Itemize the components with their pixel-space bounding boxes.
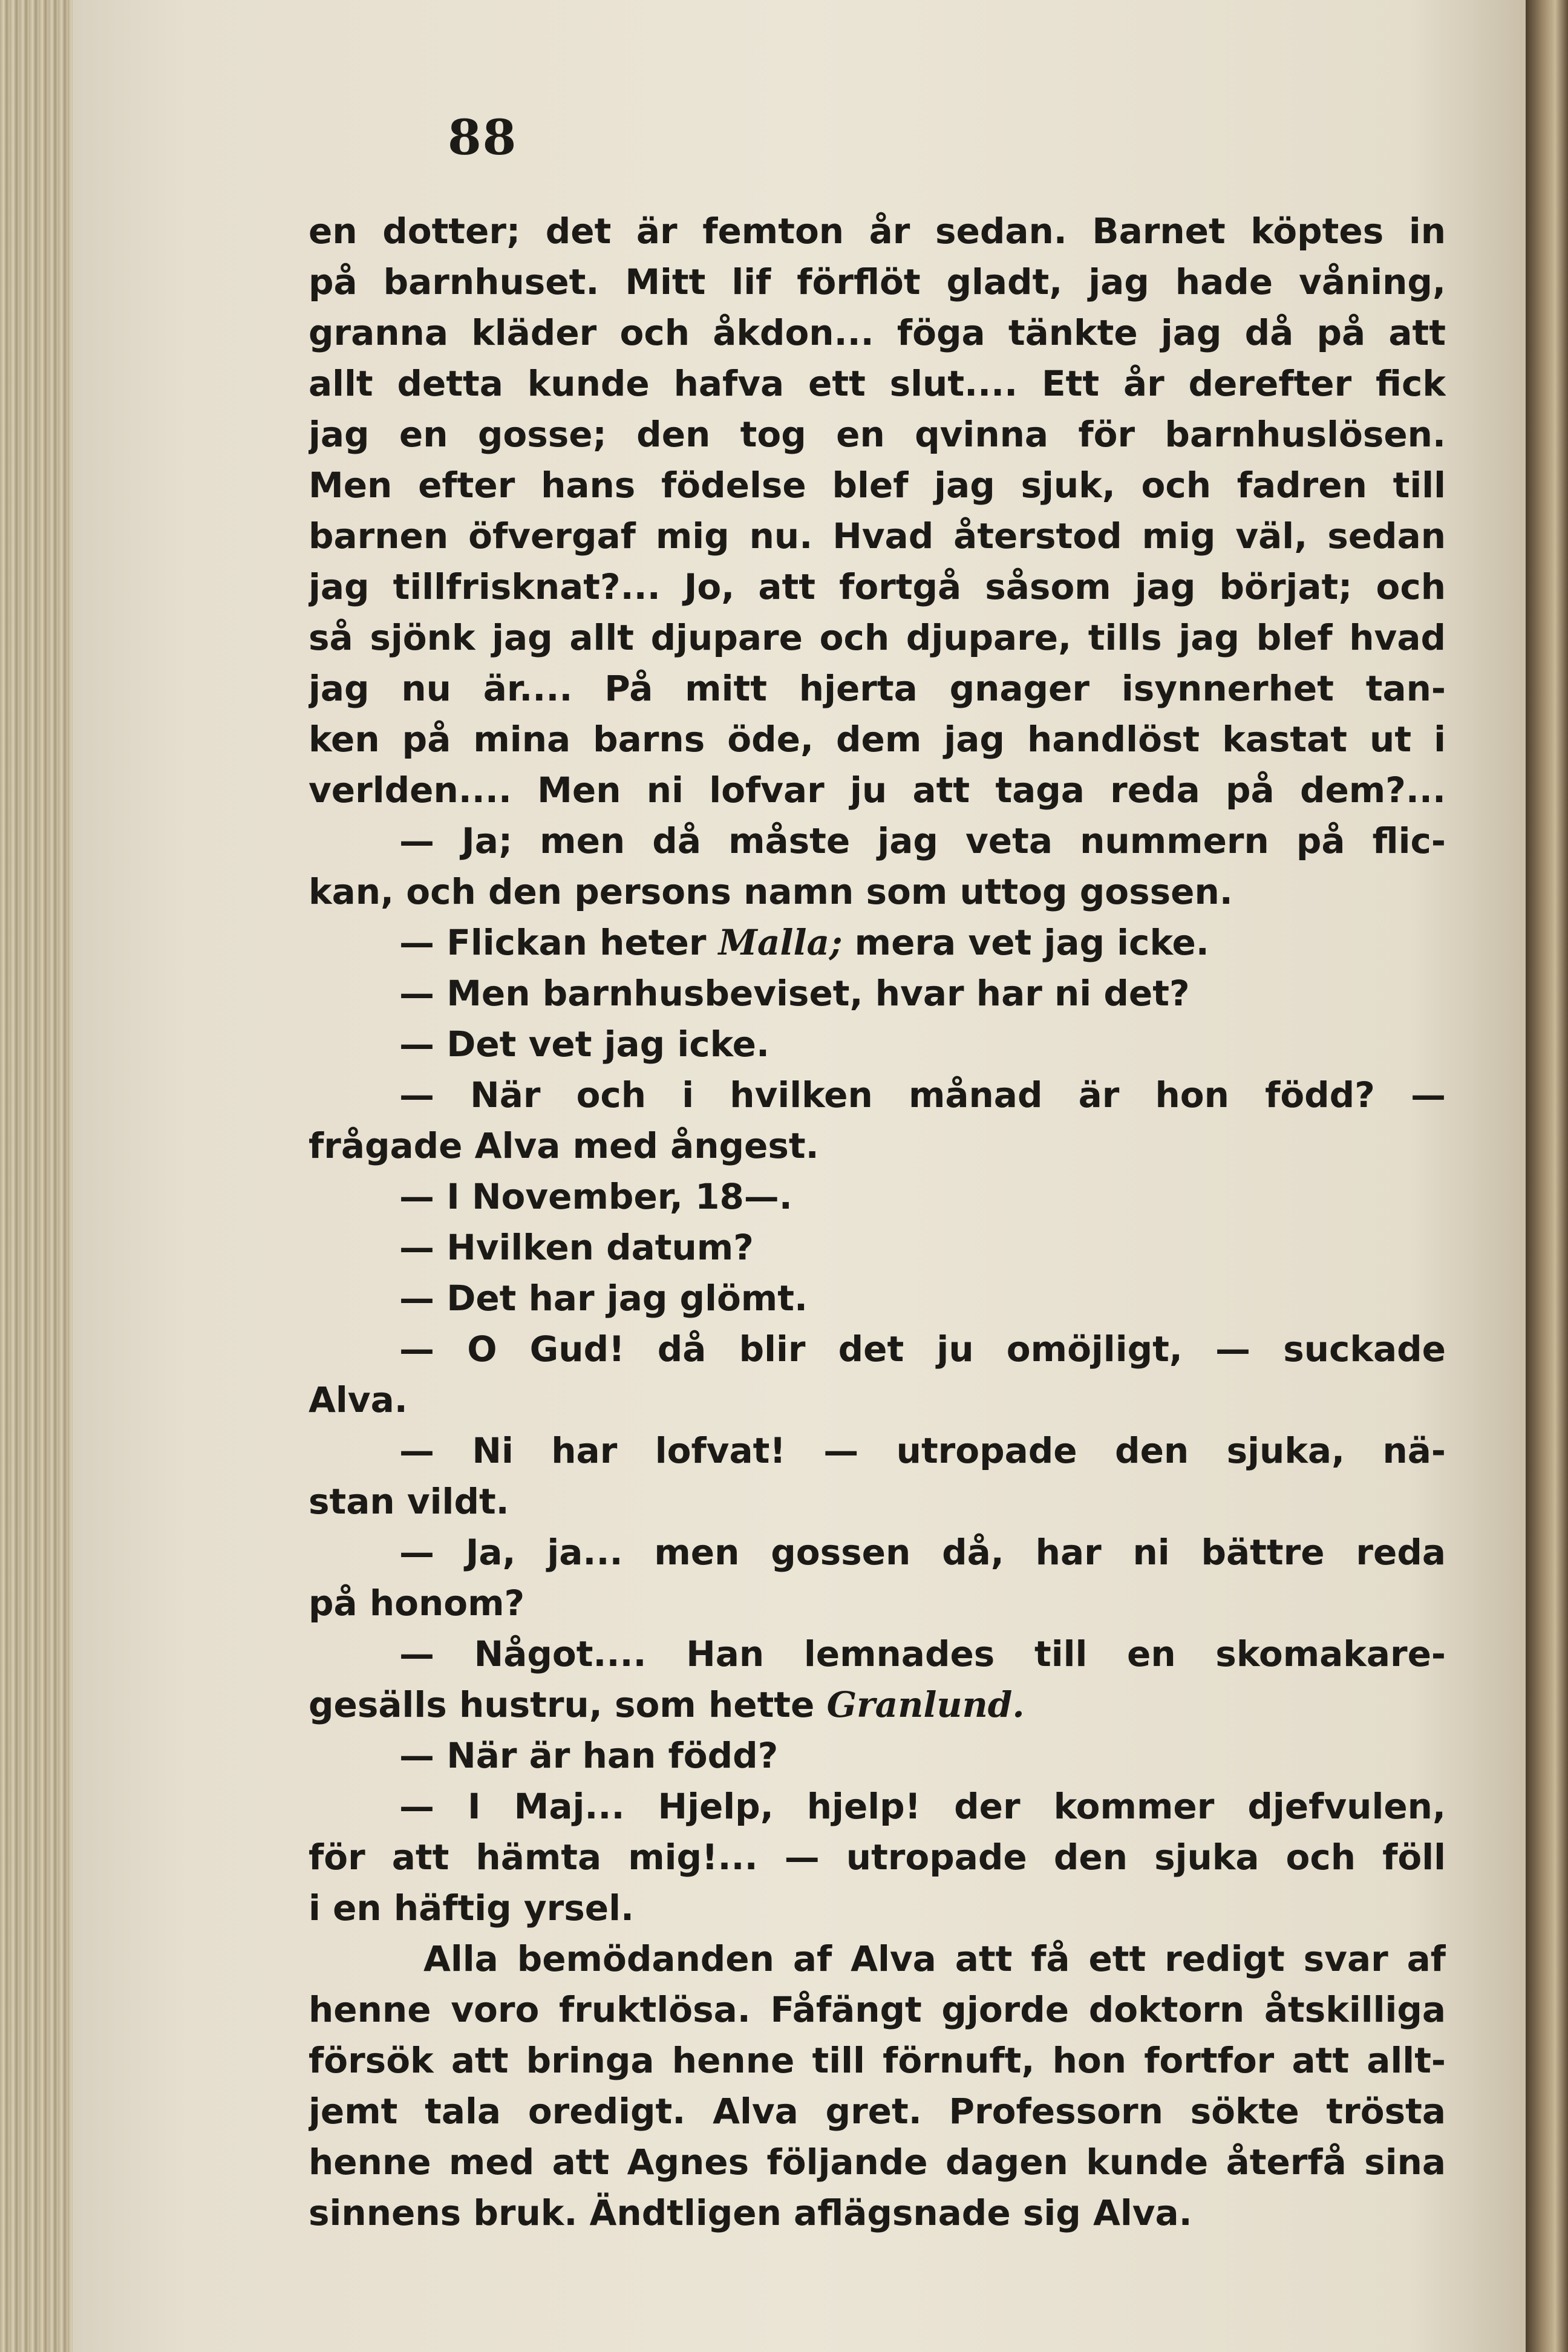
text-line: för att hämta mig!... — utropade den sjuka och föll: [309, 1837, 1446, 1878]
italic-name: Granlund.: [826, 1684, 1025, 1725]
text-line: jag nu är.... På mitt hjerta gnager isynnerhet tan-: [309, 668, 1446, 709]
text-line: kan, och den persons namn som uttog gossen.: [309, 871, 1233, 912]
text-line: — Flickan heter Malla; mera vet jag icke.: [399, 922, 1209, 963]
text-line: — Det vet jag icke.: [399, 1024, 770, 1065]
text-line: sinnens bruk. Ändtligen aflägsnade sig Alva.: [309, 2192, 1192, 2233]
text-line: så sjönk jag allt djupare och djupare, tills jag blef hvad: [309, 617, 1446, 658]
text-line: stan vildt.: [309, 1481, 509, 1522]
book-edge-left: [0, 0, 73, 2352]
text-line: jemt tala oredigt. Alva gret. Professorn sökte trösta: [309, 2091, 1446, 2132]
text-line: på honom?: [309, 1583, 525, 1624]
text-line: — Det har jag glömt.: [399, 1278, 808, 1319]
text-line: — I Maj... Hjelp, hjelp! der kommer djefvulen,: [399, 1786, 1446, 1827]
text-line: — Ni har lofvat! — utropade den sjuka, nä-: [399, 1430, 1446, 1471]
book-edge-right: [1526, 0, 1568, 2352]
text-line: Alla bemödanden af Alva att få ett redigt svar af: [423, 1938, 1446, 1979]
text-line: ken på mina barns öde, dem jag handlöst kastat ut i: [309, 719, 1446, 760]
text-line: — I November, 18—.: [399, 1176, 792, 1217]
text-line: — Något.... Han lemnades till en skomakare-: [399, 1633, 1446, 1674]
text-line: jag tillfrisknat?... Jo, att fortgå såsom jag börjat; och: [309, 566, 1446, 607]
text-line: verlden.... Men ni lofvar ju att taga reda på dem?...: [309, 769, 1446, 811]
text-line: en dotter; det är femton år sedan. Barnet köptes in: [309, 211, 1446, 252]
text-line: — Ja; men då måste jag veta nummern på flic-: [399, 820, 1446, 861]
text-line: allt detta kunde hafva ett slut.... Ett år derefter fick: [309, 363, 1446, 404]
text-line: henne med att Agnes följande dagen kunde återfå sina: [309, 2141, 1446, 2183]
text-line: — Hvilken datum?: [399, 1227, 754, 1268]
page-number: 88: [448, 109, 518, 166]
text-line: — Ja, ja... men gossen då, har ni bättre reda: [399, 1532, 1446, 1573]
text-line: frågade Alva med ångest.: [309, 1125, 819, 1166]
text-line: granna kläder och åkdon... föga tänkte jag då på att: [309, 312, 1446, 353]
text-line: — Men barnhusbeviset, hvar har ni det?: [399, 973, 1190, 1014]
text-line: barnen öfvergaf mig nu. Hvad återstod mig väl, sedan: [309, 515, 1446, 557]
text-line: jag en gosse; den tog en qvinna för barnhuslösen.: [309, 414, 1446, 455]
text-line: henne voro fruktlösa. Fåfängt gjorde doktorn åtskilliga: [309, 1989, 1446, 2030]
text-line: på barnhuset. Mitt lif förflöt gladt, jag hade våning,: [309, 261, 1446, 302]
text-line: försök att bringa henne till förnuft, hon fortfor att allt-: [309, 2040, 1446, 2081]
italic-name: Malla;: [718, 922, 843, 963]
text-line: gesälls hustru, som hette Granlund.: [309, 1684, 1025, 1725]
text-line: — O Gud! då blir det ju omöjligt, — suckade: [399, 1328, 1446, 1370]
page-text: [309, 206, 1446, 2238]
text-line: — När och i hvilken månad är hon född? —: [399, 1074, 1446, 1116]
text-line: i en häftig yrsel.: [309, 1887, 635, 1929]
text-line: — När är han född?: [399, 1735, 779, 1776]
text-line: Alva.: [309, 1379, 408, 1420]
text-line: Men efter hans födelse blef jag sjuk, och fadren till: [309, 465, 1446, 506]
